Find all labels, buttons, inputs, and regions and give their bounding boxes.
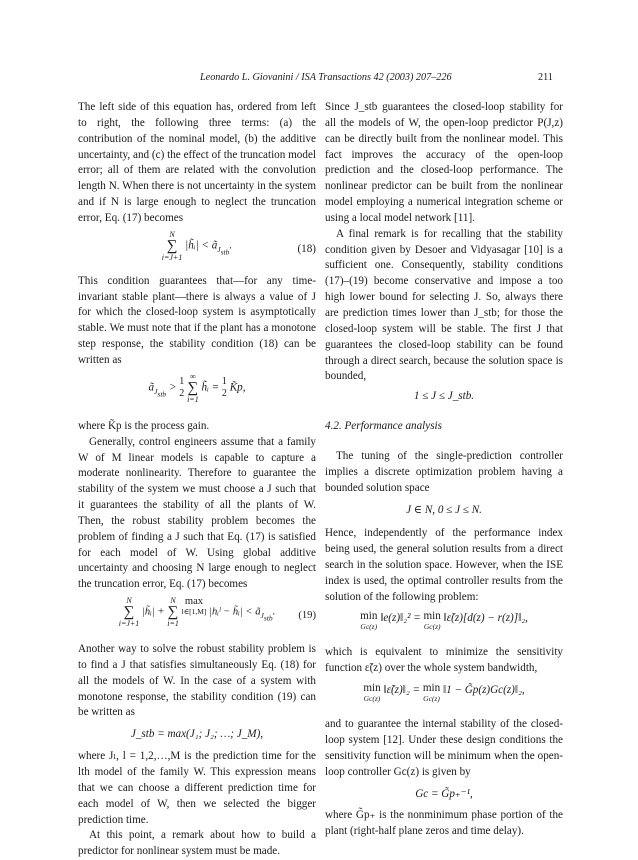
right-column [325, 100, 563, 840]
left-column [78, 100, 316, 860]
page-header [0, 72, 638, 88]
paragraph: This condition guarantees that—for any time-invariant stable plant—there is always a value of J for which the closed-loop system is asymptotically stable. We must note that if the plant has a monotone step response, the stability condition (18) can be written as [78, 274, 316, 366]
equation-number: (19) [298, 610, 316, 622]
section-heading: 4.2. Performance analysis [325, 420, 442, 433]
paragraph: At this point, a remark about how to build a predictor for nonlinear system must be made. [78, 829, 316, 858]
paragraph: and to guarantee the internal stability of the closed-loop system [12]. Under these design conditions the sensitivity function will be minimum when the open-loop controller Gc(z) is given by [325, 718, 563, 778]
paragraph: where K̃p is the process gain. [78, 419, 210, 432]
paragraph: where G̃p₊ is the nonminimum phase portion of the plant (right-half plane zeros and time delay). [325, 809, 563, 838]
sum-operator: N ∑ i=J+1 [161, 229, 183, 262]
paragraph: Hence, independently of the performance index being used, the general solution results from a direct search in the solution space. However, when the ISE index is used, the optimal controller results from the solution of the following problem: [325, 527, 563, 603]
paragraph: where Jₗ, l = 1,2,…,M is the prediction time for the lth model of the family W. This expression means that we can choose a different prediction time for each model of W, then we selected the bigger prediction time. [78, 750, 316, 826]
paragraph: Generally, control engineers assume that a family W of M linear models is capable to capture a moderate nonlinearity. Therefore to guarantee the stability of the system we must choose a J such that it guarantees the stability of all the plants of W. Then, the robust stability problem becomes the problem of finding a J such that Eq. (17) is satisfied for each model of W. Using global additive uncertainty and choosing N large enough to neglect the truncation error, Eq. (17) becomes [78, 435, 316, 591]
equation-solution-space: J ∈ N, 0 ≤ J ≤ N. [406, 504, 482, 517]
equation-gc: Gc = G̃p₊⁻¹, [415, 787, 473, 800]
equation-19: N ∑ i=J+1 |h̃ᵢ| + N ∑ i=1 max l∈[1,M] |hᵢˡ − h̃ᵢ| < $ã_{J_{stb}}$. (19) [118, 596, 316, 629]
equation-18: N ∑ i=J+1 |h̃ᵢ| < $ã_{J_{stb}}$. (18) [161, 229, 316, 262]
equation-number: (18) [297, 242, 316, 255]
paragraph: which is equivalent to minimize the sensitivity function ε̃(z) over the whole system bandwidth, [325, 646, 563, 675]
paragraph: Since J_stb guarantees the closed-loop stability for all the models of W, the open-loop predictor P(J,z) can be directly built from the nonlinear model. This fact improves the accuracy of the open-loop prediction and the closed-loop performance. The nonlinear predictor can be built from the nonlinear model employing a numerical integration scheme or using a local model network [11]. [325, 101, 563, 224]
equation-jstb-max: J_stb = max(J₁; J₂; …; J_M), [130, 728, 264, 741]
equation-sensitivity: min Gc(z) ‖ε̃(z)‖₂ = min Gc(z) ‖1 − G̃p(z)Gc(z)‖₂, [363, 682, 525, 704]
equation-bound: 1 ≤ J ≤ J_stb. [413, 390, 475, 403]
paragraph: A final remark is for recalling that the stability condition given by Desoer and Vidyasagar [10] is a sufficient one. Consequently, stability conditions (17)–(19) become conservative and impose a too high lower bound for selecting J. So, always there are prediction times lower than J_stb; for those the closed-loop system will be stable. The first J that guarantees the closed-loop stability can be found through a direct search, because the solution space is bounded, [325, 227, 563, 383]
paragraph: The tuning of the single-prediction controller implies a discrete optimization problem having a bounded solution space [325, 449, 563, 494]
running-head: Leonardo L. Giovanini / ISA Transactions 42 (2003) 207–226 [200, 72, 452, 83]
paragraph: Another way to solve the robust stability problem is to find a J that satisfies simultaneously Eq. (18) for all the models of W. In the case of a system with monotone response, the stability condition (19) can be written as [78, 643, 316, 719]
equation-ise: min Gc(z) ‖e(z)‖₂² = min Gc(z) ‖ε̃(z)[d(z) − r(z)]‖₂, [360, 610, 528, 632]
page-number: 211 [538, 72, 553, 83]
equation-gain: $ã_{J_{stb}} > 1$ 2 ∞ ∑ i=1 h̃ᵢ = 1 2 K̃p, [148, 371, 246, 404]
paragraph: The left side of this equation has, ordered from left to right, the following three terms: (a) the contribution of the nominal model, (b) the additive uncertainty, and (c) the effect of the truncation model error; all of them are related with the convolution length N. When there is not uncertainty in the system and if N is large enough to neglect the truncation error, Eq. (17) becomes [78, 101, 316, 224]
